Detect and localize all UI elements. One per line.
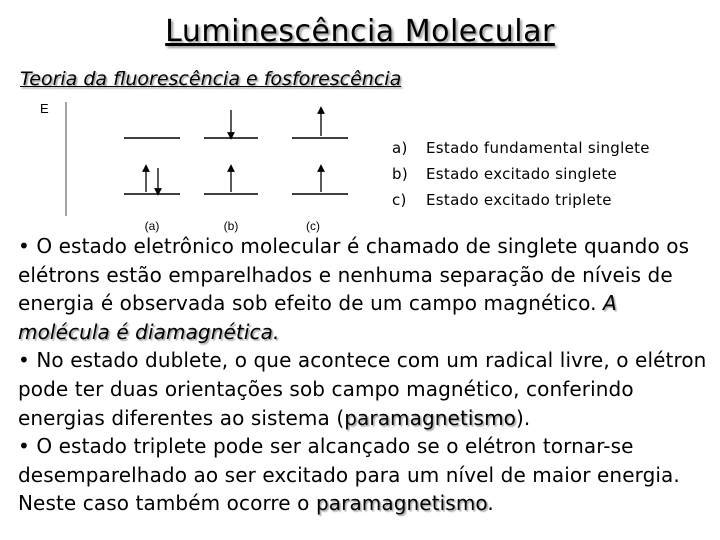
energy-axis-label: E xyxy=(40,101,49,116)
state-item xyxy=(392,187,650,213)
column-label-c: (c) xyxy=(306,219,320,233)
state-label: b) xyxy=(392,165,408,183)
column-label-a: (a) xyxy=(144,219,160,233)
paragraph-dublete xyxy=(18,346,708,432)
body-text xyxy=(18,232,708,518)
energy-level-diagram xyxy=(36,98,372,236)
state-label: c) xyxy=(392,191,407,209)
paragraph-singlete xyxy=(18,232,708,346)
column-label-b: (b) xyxy=(223,219,239,233)
state-label: a) xyxy=(392,139,408,157)
paragraph-triplete xyxy=(18,432,708,518)
slide-subtitle: Teoria da fluorescência e fosforescência xyxy=(20,68,402,90)
paragraph-text-end: ). xyxy=(516,405,531,430)
state-list xyxy=(392,135,650,213)
emphasis-paramagnetism: paramagnetismo xyxy=(344,405,516,430)
emphasis-paramagnetism: paramagnetismo xyxy=(315,491,488,516)
paragraph-text: • No estado dublete, o que acontece com um radical livre, o elétron pode ter duas orientações sob campo magnético, conferindo energias diferentes ao sistema ( xyxy=(18,348,707,430)
paragraph-text: • O estado eletrônico molecular é chamado de singlete quando os elétrons estão emparelhados e nenhuma separação de níveis de energia é observada sob efeito de um campo magnético. xyxy=(18,234,690,316)
state-text: Estado excitado singlete xyxy=(426,165,618,183)
state-text: Estado excitado triplete xyxy=(426,191,612,209)
slide-title: Luminescência Molecular xyxy=(165,14,555,49)
emphasis-diamagnetic: A molécula é diamagnética. xyxy=(18,291,617,344)
state-text: Estado fundamental singlete xyxy=(426,139,650,157)
paragraph-text-end: . xyxy=(487,491,494,516)
paragraph-text: • O estado triplete pode ser alcançado se o elétron tornar-se desemparelhado ao ser excitado para um nível de maior energia. Neste caso também ocorre o xyxy=(18,434,680,516)
state-item xyxy=(392,161,650,187)
state-item xyxy=(392,135,650,161)
